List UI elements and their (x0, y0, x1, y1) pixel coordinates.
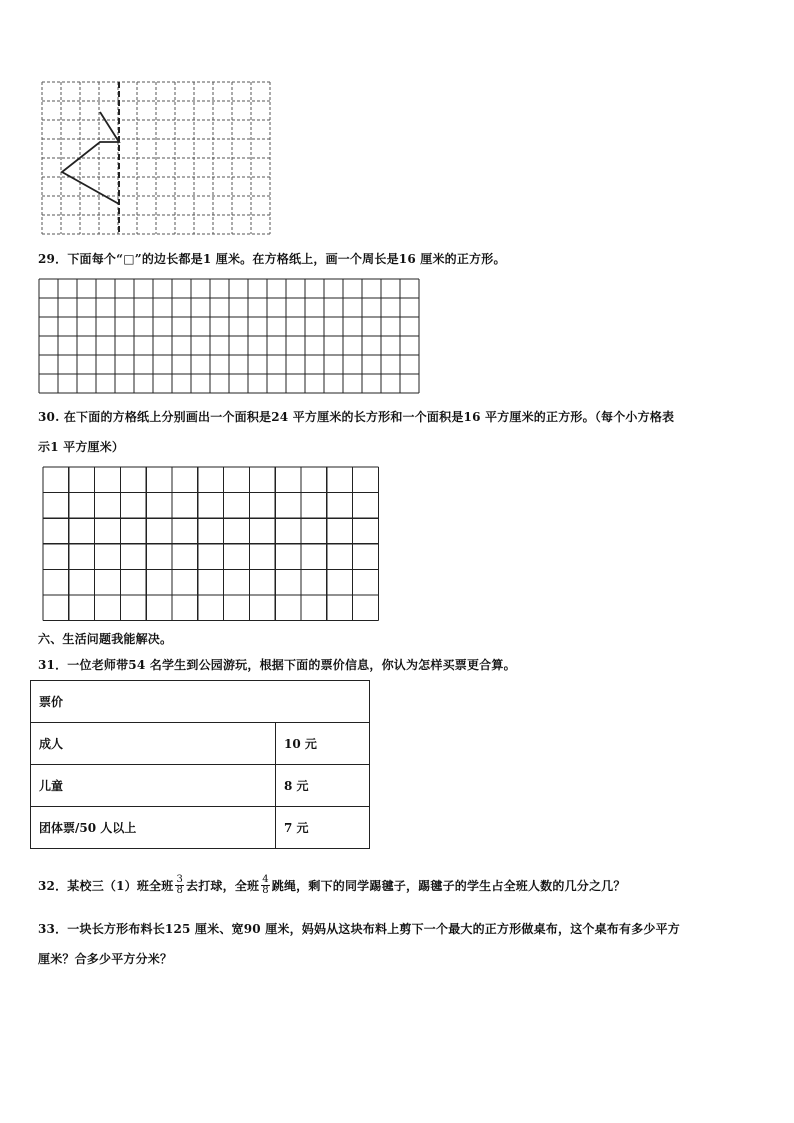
question-32-part2: 去打球，全班 (186, 879, 260, 893)
ticket-price-cell: 10 元 (276, 723, 370, 765)
fraction-numerator: 4 (262, 874, 269, 885)
table-row (31, 807, 370, 849)
question-32-part1: 32．某校三（1）班全班 (38, 879, 174, 893)
table-row (31, 723, 370, 765)
ticket-type-cell: 成人 (31, 723, 276, 765)
question-32-part3: 跳绳，剩下的同学踢毽子，踢毽子的学生占全班人数的几分之几？ (271, 879, 626, 893)
grid-paper-q30[interactable] (42, 466, 380, 622)
ticket-type-cell: 团体票/50 人以上 (31, 807, 276, 849)
table-row (31, 765, 370, 807)
question-31-text: 31．一位老师带54 名学生到公园游玩，根据下面的票价信息，你认为怎样买票更合算。 (38, 658, 516, 672)
question-29-body: 下面每个“□”的边长都是1 厘米。在方格纸上，画一个周长是16 厘米的正方形。 (67, 252, 506, 266)
fraction-numerator: 3 (176, 874, 184, 885)
question-30-line1: 30. 在下面的方格纸上分别画出一个面积是24 平方厘米的长方形和一个面积是16 平方厘米的正方形。（每个小方格表 (38, 410, 675, 424)
table-header-cell: 票价 (31, 681, 370, 723)
section-6-title: 六、生活问题我能解决。 (38, 632, 173, 646)
fraction-3-8 (175, 875, 184, 896)
ticket-price-table (30, 680, 370, 849)
fraction-denominator: 8 (176, 885, 184, 896)
question-33-line2: 厘米？合多少平方分米？ (38, 952, 173, 966)
half-figure-outline (62, 112, 119, 204)
ticket-type-cell: 儿童 (31, 765, 276, 807)
ticket-price-cell: 7 元 (276, 807, 370, 849)
grid-paper-q29[interactable] (38, 278, 420, 396)
question-29 (38, 250, 506, 267)
question-33-line1: 33．一块长方形布料长125 厘米、宽90 厘米，妈妈从这块布料上剪下一个最大的正方形做桌布，这个桌布有多少平方 (38, 922, 681, 936)
question-30-line2: 示1 平方厘米） (38, 440, 125, 454)
symmetry-grid-figure (40, 80, 276, 236)
question-29-text: 29． (38, 252, 68, 266)
fraction-4-8 (261, 875, 270, 896)
table-header-row (31, 681, 370, 723)
question-32 (38, 876, 626, 897)
fraction-denominator: 8 (262, 885, 269, 896)
ticket-price-cell: 8 元 (276, 765, 370, 807)
